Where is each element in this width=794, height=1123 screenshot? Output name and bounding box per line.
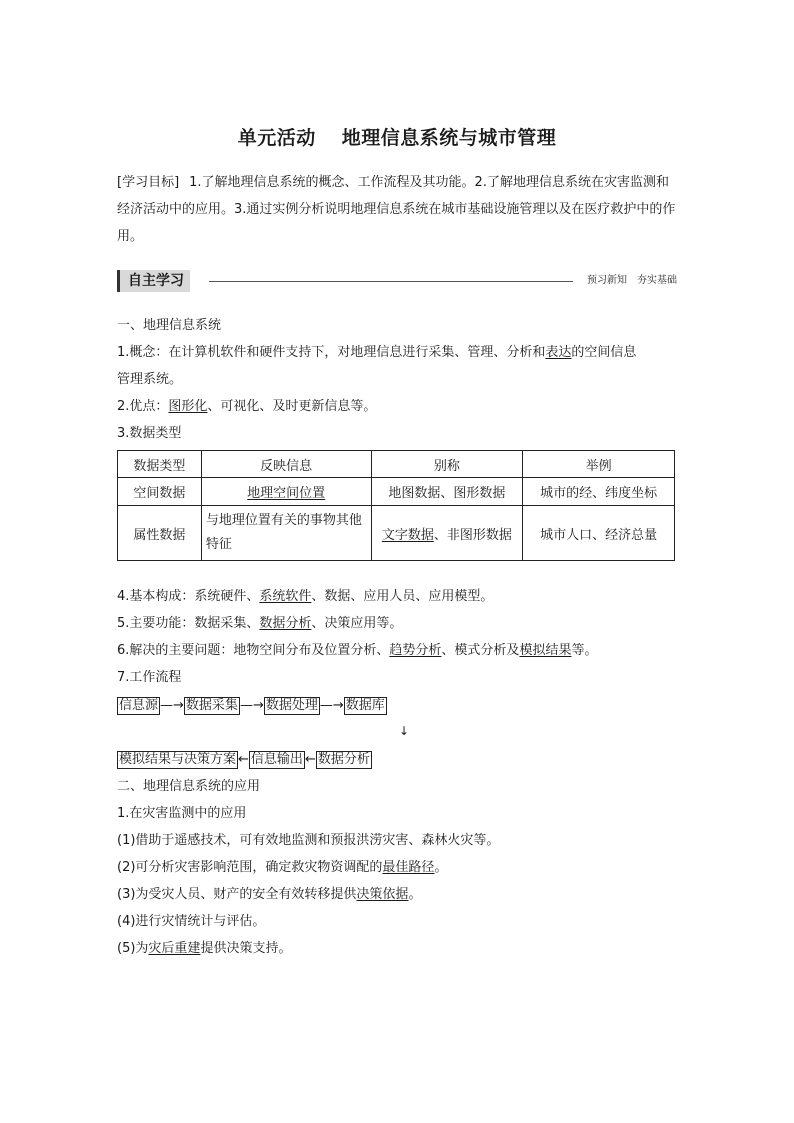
composition-label: 4.基本构成：系统硬件、 [117,589,260,604]
flow-box: 数据库 [345,698,385,713]
section-label: 自主学习 [117,270,190,292]
page-title [0,123,794,150]
table-cell: 城市的经、纬度坐标 [523,478,675,506]
functions-underlined: 数据分析 [259,616,312,631]
left-arrow-icon: ← [304,752,316,767]
concept-text-end: 的空间信息 [571,345,637,360]
heading-applications: 二、地理信息系统的应用 [117,779,261,794]
disaster-monitoring-heading: 1.在灾害监测中的应用 [117,806,247,821]
list-item-text: (3)为受灾人员、财产的安全有效转移提供 [117,887,357,902]
list-item-underlined: 灾后重建 [148,941,201,956]
title-unit: 单元活动 [237,127,316,149]
goal-label: [学习目标] [117,175,180,190]
right-arrow-icon: —→ [319,698,344,713]
section-divider [209,281,573,282]
advantages-label: 2.优点： [117,399,169,414]
table-header-cell: 举例 [523,451,675,478]
workflow-top-row [117,697,387,715]
list-item [117,940,291,958]
table-cell-underlined: 文字数据 [381,527,434,543]
table-cell [201,478,371,506]
workflow-bottom-row [117,751,372,769]
learning-goals [117,169,679,250]
table-cell-underlined: 地理空间位置 [247,486,326,501]
data-types-table [117,450,675,561]
list-item: (4)进行灾情统计与评估。 [117,914,266,929]
table-cell: 属性数据 [118,506,202,561]
right-arrow-icon: —→ [160,698,184,713]
down-arrow-icon: ↓ [399,724,410,738]
table-row [118,506,675,561]
composition-line [117,588,493,606]
flow-box: 信息源 [119,698,159,713]
heading-gis: 一、地理信息系统 [117,318,222,333]
table-header-cell: 反映信息 [201,451,371,478]
problems-underlined: 模拟结果 [519,643,572,658]
flow-box: 模拟结果与决策方案 [119,752,237,767]
table-cell: 地图数据、图形数据 [371,478,523,506]
concept-underlined: 表达 [545,345,572,360]
section-header-self-study [117,270,677,294]
workflow-heading: 7.工作流程 [117,670,182,685]
composition-text: 、数据、应用人员、应用模型。 [311,589,494,604]
advantages-text: 、可视化、及时更新信息等。 [207,399,377,414]
list-item-text: (5)为 [117,941,149,956]
section-subtitle: 预习新知 夯实基础 [587,275,677,286]
table-cell [371,506,523,561]
table-cell: 空间数据 [118,478,202,506]
list-item-text: (2)可分析灾害影响范围，确定救灾物资调配的 [117,860,383,875]
table-header-row [118,451,675,478]
list-item-text-end: 。 [434,860,448,875]
list-item-underlined: 决策依据 [356,887,409,902]
table-row [118,478,675,506]
problems-text-end: 等。 [571,643,598,658]
list-item: (1)借助于遥感技术，可有效地监测和预报洪涝灾害、森林火灾等。 [117,833,500,848]
title-topic: 地理信息系统与城市管理 [341,127,557,149]
flow-box: 数据处理 [265,698,318,713]
list-item-text-end: 提供决策支持。 [200,941,292,956]
problems-label: 6.解决的主要问题：地物空间分布及位置分析、 [117,643,390,658]
functions-label: 5.主要功能：数据采集、 [117,616,260,631]
list-item [117,859,447,877]
flow-box: 信息输出 [250,752,303,767]
problems-line [117,642,597,660]
concept-line-2: 管理系统。 [117,372,183,387]
problems-text: 、模式分析及 [441,643,520,658]
table-cell: 与地理位置有关的事物其他特征 [201,506,371,561]
right-arrow-icon: —→ [239,698,264,713]
concept-text: 1.概念：在计算机软件和硬件支持下，对地理信息进行采集、管理、分析和 [117,345,546,360]
table-cell: 城市人口、经济总量 [523,506,675,561]
functions-line [117,615,402,633]
list-item-underlined: 最佳路径 [382,860,435,875]
flow-box: 数据采集 [185,698,238,713]
flow-box: 数据分析 [317,752,370,767]
concept-line [117,344,636,362]
table-cell-text: 、非图形数据 [433,527,512,543]
left-arrow-icon: ← [238,752,249,767]
advantages-line [117,398,376,416]
functions-text: 、决策应用等。 [311,616,403,631]
list-item [117,886,421,904]
table-header-cell: 别称 [371,451,523,478]
list-item-text-end: 。 [408,887,422,902]
table-header-cell: 数据类型 [118,451,202,478]
problems-underlined: 趋势分析 [389,643,442,658]
goal-text: 1.了解地理信息系统的概念、工作流程及其功能。2.了解地理信息系统在灾害监测和经济活动中的应用。3.通过实例分析说明地理信息系统在城市基础设施管理以及在医疗救护中的作用。 [117,175,676,244]
composition-underlined: 系统软件 [259,589,312,604]
advantages-underlined: 图形化 [168,399,208,414]
data-types-heading: 3.数据类型 [117,426,182,441]
